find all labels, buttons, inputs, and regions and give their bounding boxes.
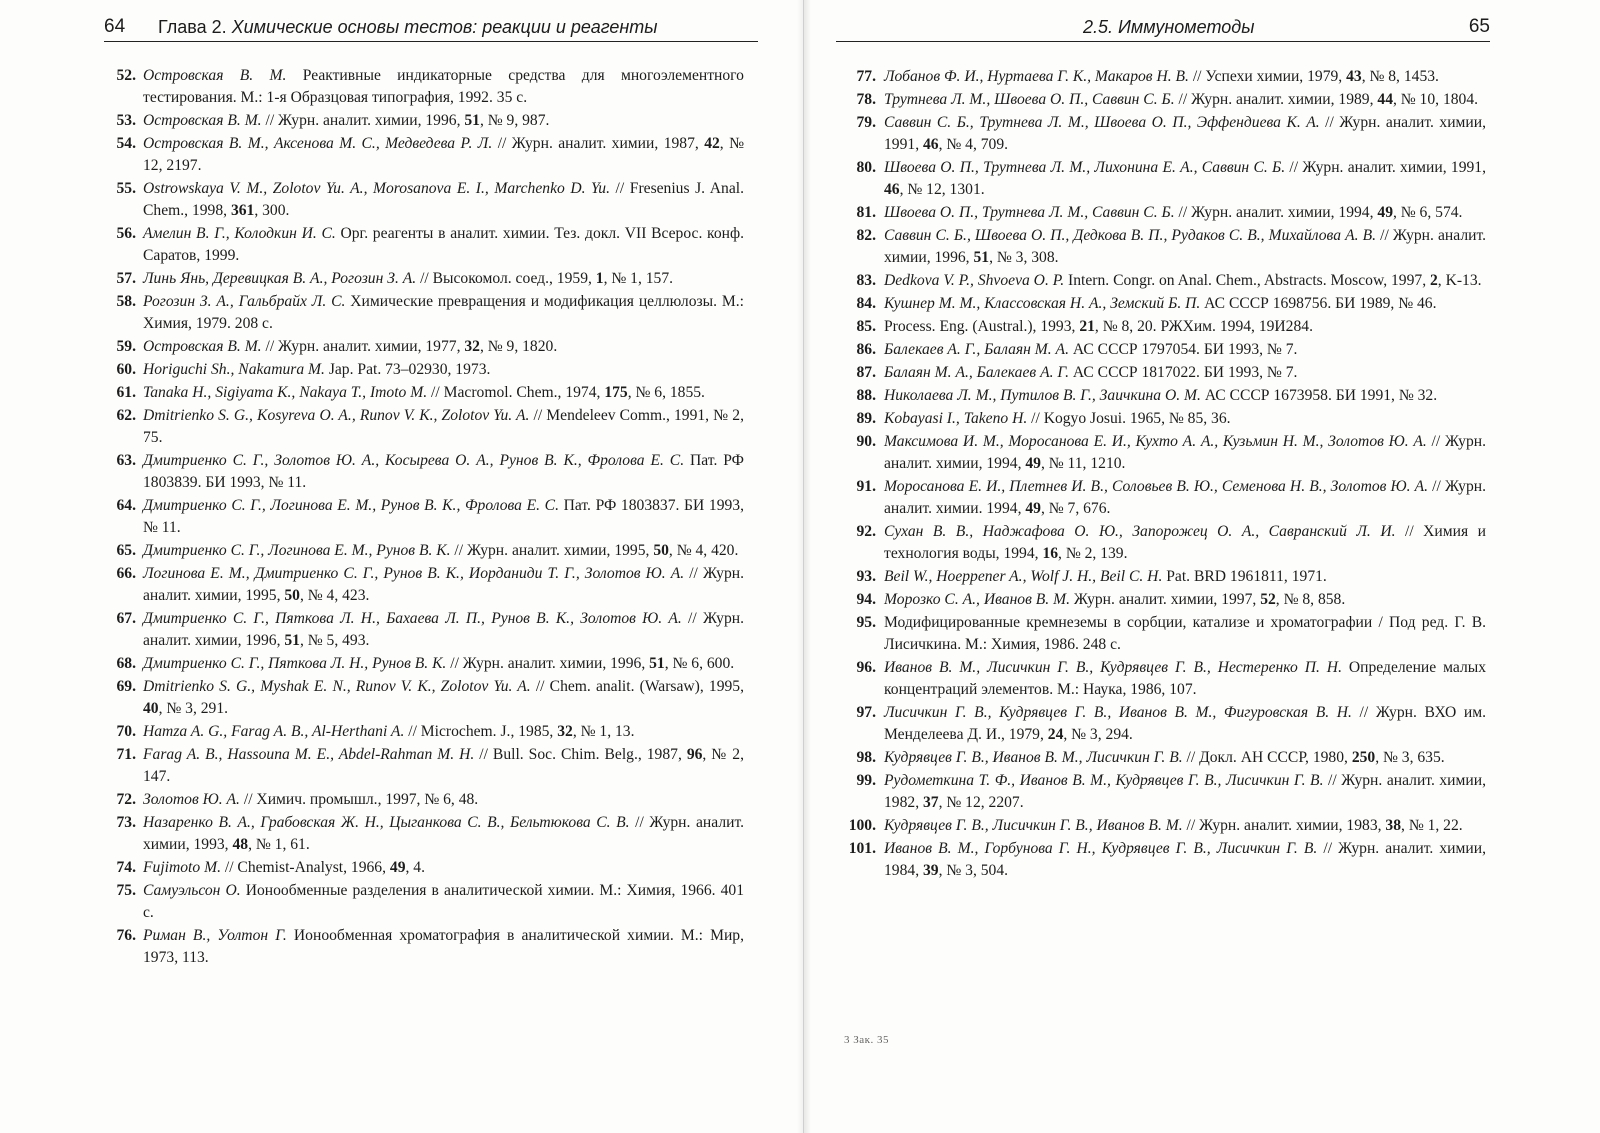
reference-number: 74.: [116, 859, 136, 876]
reference-text: Fujimoto M. // Chemist-Analyst, 1966, 49, 4.: [143, 859, 425, 876]
reference-number: 64.: [116, 497, 136, 514]
reference-number: 59.: [116, 338, 136, 355]
reference-number: 73.: [116, 814, 136, 831]
reference-text: Дмитриенко С. Г., Логинова Е. М., Рунов В. К. // Журн. аналит. химии, 1995, 50, № 4, 420.: [143, 542, 739, 559]
reference-entry: [106, 925, 744, 969]
reference-number: 79.: [856, 114, 876, 131]
reference-number: 61.: [116, 384, 136, 401]
reference-text: Tanaka H., Sigiyama K., Nakaya T., Imoto M. // Macromol. Chem., 1974, 175, № 6, 1855.: [143, 384, 705, 401]
reference-entry: [106, 336, 744, 358]
reference-entry: [106, 721, 744, 743]
reference-text: Балаян М. А., Балекаев А. Г. АС СССР 1817022. БИ 1993, № 7.: [884, 364, 1298, 381]
reference-text: Риман В., Уолтон Г. Ионообменная хроматография в аналитической химии. М.: Мир, 1973, 113.: [143, 927, 744, 966]
reference-text: Островская В. М., Аксенова М. С., Медведева Р. Л. // Журн. аналит. химии, 1987, 42, № 12, 2197.: [143, 135, 744, 174]
reference-entry: [840, 66, 1486, 88]
chapter-prefix: Глава 2.: [158, 17, 232, 37]
reference-text: Швоева О. П., Трутнева Л. М., Лихонина Е. А., Саввин С. Б. // Журн. аналит. химии, 1991, 46, № 12, 1301.: [884, 159, 1486, 198]
reference-text: Швоева О. П., Трутнева Л. М., Саввин С. Б. // Журн. аналит. химии, 1994, 49, № 6, 574.: [884, 204, 1463, 221]
reference-number: 87.: [856, 364, 876, 381]
reference-number: 95.: [856, 614, 876, 631]
reference-text: Лисичкин Г. В., Кудрявцев Г. В., Иванов В. М., Фигуровская В. Н. // Журн. ВХО им. Менделеева Д. И., 1979, 24, № 3, 294.: [884, 704, 1486, 743]
reference-number: 63.: [116, 452, 136, 469]
reference-entry: [840, 202, 1486, 224]
reference-text: Beil W., Hoeppener A., Wolf J. H., Beil C. H. Pat. BRD 1961811, 1971.: [884, 568, 1327, 585]
reference-number: 70.: [116, 723, 136, 740]
reference-entry: [840, 339, 1486, 361]
reference-text: Балекаев А. Г., Балаян М. А. АС СССР 1797054. БИ 1993, № 7.: [884, 341, 1298, 358]
reference-number: 92.: [856, 523, 876, 540]
reference-entry: [840, 157, 1486, 201]
reference-entry: [840, 89, 1486, 111]
reference-entry: [840, 589, 1486, 611]
reference-number: 65.: [116, 542, 136, 559]
reference-number: 56.: [116, 225, 136, 242]
reference-text: Назаренко В. А., Грабовская Ж. Н., Цыганкова С. В., Бельтюкова С. В. // Журн. аналит. химии, 1993, 48, № 1, 61.: [143, 814, 744, 853]
reference-number: 84.: [856, 295, 876, 312]
reference-number: 90.: [856, 433, 876, 450]
reference-entry: [106, 880, 744, 924]
left-running-header: [104, 13, 758, 42]
reference-entry: [106, 812, 744, 856]
reference-text: Амелин В. Г., Колодкин И. С. Орг. реагенты в аналит. химии. Тез. докл. VII Всерос. конф. Саратов, 1999.: [143, 225, 744, 264]
reference-text: Kobayasi I., Takeno H. // Kogyo Josui. 1965, № 85, 36.: [884, 410, 1231, 427]
reference-number: 101.: [848, 840, 876, 857]
reference-number: 88.: [856, 387, 876, 404]
reference-entry: [840, 293, 1486, 315]
reference-text: Кушнер М. М., Классовская Н. А., Земский Б. П. АС СССР 1698756. БИ 1989, № 46.: [884, 295, 1437, 312]
reference-entry: [106, 359, 744, 381]
reference-number: 93.: [856, 568, 876, 585]
reference-text: Farag A. B., Hassouna M. E., Abdel-Rahman M. H. // Bull. Soc. Chim. Belg., 1987, 96, № 2, 147.: [143, 746, 744, 785]
reference-text: Дмитриенко С. Г., Золотов Ю. А., Косырева О. А., Рунов В. К., Фролова Е. С. Пат. РФ 1803839. БИ 1993, № 11.: [143, 452, 744, 491]
reference-entry: [106, 223, 744, 267]
reference-entry: [106, 450, 744, 494]
reference-number: 75.: [116, 882, 136, 899]
reference-text: Трутнева Л. М., Швоева О. П., Саввин С. Б. // Журн. аналит. химии, 1989, 44, № 10, 1804.: [884, 91, 1479, 108]
reference-entry: [106, 608, 744, 652]
reference-text: Островская В. М. Реактивные индикаторные средства для многоэлементного тестирования. М.: 1-я Образцовая типография, 1992. 35 с.: [143, 67, 744, 106]
reference-number: 52.: [116, 67, 136, 84]
reference-entry: [840, 838, 1486, 882]
book-gutter: [797, 0, 811, 1133]
printer-signature: 3 Зак. 35: [844, 1034, 889, 1046]
reference-number: 96.: [856, 659, 876, 676]
reference-number: 91.: [856, 478, 876, 495]
reference-number: 72.: [116, 791, 136, 808]
reference-number: 83.: [856, 272, 876, 289]
reference-entry: [840, 566, 1486, 588]
reference-text: Золотов Ю. А. // Химич. промышл., 1997, № 6, 48.: [143, 791, 479, 808]
reference-number: 99.: [856, 772, 876, 789]
reference-text: Рудометкина Т. Ф., Иванов В. М., Кудрявцев Г. В., Лисичкин Г. В. // Журн. аналит. химии, 1982, 37, № 12, 2207.: [884, 772, 1486, 811]
reference-text: Островская В. М. // Журн. аналит. химии, 1977, 32, № 9, 1820.: [143, 338, 558, 355]
reference-text: Самуэльсон О. Ионообменные разделения в аналитической химии. М.: Химия, 1966. 401 с.: [143, 882, 744, 921]
reference-text: Ostrowskaya V. M., Zolotov Yu. A., Morosanova E. I., Marchenko D. Yu. // Fresenius J. Anal. Chem., 1998, 361, 300.: [143, 180, 744, 219]
left-reference-list: [106, 65, 744, 970]
reference-text: Кудрявцев Г. В., Иванов В. М., Лисичкин Г. В. // Докл. АН СССР, 1980, 250, № 3, 635.: [884, 749, 1445, 766]
reference-entry: [106, 540, 744, 562]
reference-text: Дмитриенко С. Г., Пяткова Л. Н., Рунов В. К. // Журн. аналит. химии, 1996, 51, № 6, 600.: [143, 655, 735, 672]
reference-entry: [106, 405, 744, 449]
reference-number: 81.: [856, 204, 876, 221]
right-reference-list: [840, 66, 1486, 883]
reference-number: 58.: [116, 293, 136, 310]
reference-number: 77.: [856, 68, 876, 85]
reference-entry: [840, 316, 1486, 338]
right-running-header: [836, 13, 1490, 42]
reference-text: Кудрявцев Г. В., Лисичкин Г. В., Иванов В. М. // Журн. аналит. химии, 1983, 38, № 1, 22.: [884, 817, 1463, 834]
reference-text: Дмитриенко С. Г., Пяткова Л. Н., Бахаева Л. П., Рунов В. К., Золотов Ю. А. // Журн. аналит. химии, 1996, 51, № 5, 493.: [143, 610, 744, 649]
reference-entry: [106, 744, 744, 788]
reference-text: Саввин С. Б., Швоева О. П., Дедкова В. П., Рудаков С. В., Михайлова А. В. // Журн. аналит. химии, 1996, 51, № 3, 308.: [884, 227, 1486, 266]
reference-number: 67.: [116, 610, 136, 627]
reference-text: Саввин С. Б., Трутнева Л. М., Швоева О. П., Эффендиева К. А. // Журн. аналит. химии, 1991, 46, № 4, 709.: [884, 114, 1486, 153]
reference-entry: [840, 385, 1486, 407]
reference-number: 78.: [856, 91, 876, 108]
right-page: [810, 0, 1600, 1133]
reference-number: 71.: [116, 746, 136, 763]
chapter-title: Химические основы тестов: реакции и реагенты: [231, 17, 658, 37]
reference-number: 80.: [856, 159, 876, 176]
reference-number: 69.: [116, 678, 136, 695]
reference-entry: [106, 65, 744, 109]
reference-number: 85.: [856, 318, 876, 335]
reference-entry: [106, 653, 744, 675]
reference-number: 68.: [116, 655, 136, 672]
reference-entry: [106, 268, 744, 290]
reference-entry: [840, 476, 1486, 520]
reference-number: 57.: [116, 270, 136, 287]
reference-number: 86.: [856, 341, 876, 358]
section-title: 2.5. Иммунометоды: [1083, 17, 1255, 37]
reference-number: 100.: [848, 817, 876, 834]
reference-entry: [840, 612, 1486, 656]
reference-number: 62.: [116, 407, 136, 424]
reference-number: 94.: [856, 591, 876, 608]
reference-entry: [840, 112, 1486, 156]
reference-text: Островская В. М. // Журн. аналит. химии, 1996, 51, № 9, 987.: [143, 112, 550, 129]
reference-entry: [840, 521, 1486, 565]
reference-number: 60.: [116, 361, 136, 378]
reference-text: Николаева Л. М., Путилов В. Г., Заичкина О. М. АС СССР 1673958. БИ 1991, № 32.: [884, 387, 1438, 404]
reference-number: 76.: [116, 927, 136, 944]
reference-text: Иванов В. М., Лисичкин Г. В., Кудрявцев Г. В., Нестеренко П. Н. Определение малых концентраций элементов. М.: Наука, 1986, 107.: [884, 659, 1486, 698]
left-page-number: 64: [104, 16, 126, 37]
reference-text: Логинова Е. М., Дмитриенко С. Г., Рунов В. К., Иорданиди Т. Г., Золотов Ю. А. // Журн. аналит. химии, 1995, 50, № 4, 423.: [143, 565, 744, 604]
reference-entry: [106, 789, 744, 811]
reference-entry: [106, 857, 744, 879]
reference-text: Модифицированные кремнеземы в сорбции, катализе и хроматографии / Под ред. Г. В. Лисичкина. М.: Химия, 1986. 248 с.: [884, 614, 1486, 653]
reference-text: Дмитриенко С. Г., Логинова Е. М., Рунов В. К., Фролова Е. С. Пат. РФ 1803837. БИ 1993, № 11.: [143, 497, 744, 536]
reference-number: 54.: [116, 135, 136, 152]
reference-entry: [106, 110, 744, 132]
reference-entry: [840, 770, 1486, 814]
chapter-heading: [158, 13, 658, 41]
reference-number: 66.: [116, 565, 136, 582]
reference-text: Hamza A. G., Farag A. B., Al-Herthani A. // Microchem. J., 1985, 32, № 1, 13.: [143, 723, 635, 740]
reference-number: 98.: [856, 749, 876, 766]
reference-text: Иванов В. М., Горбунова Г. Н., Кудрявцев Г. В., Лисичкин Г. В. // Журн. аналит. химии, 1984, 39, № 3, 504.: [884, 840, 1486, 879]
gutter-crease: [803, 0, 804, 1133]
reference-text: Рогозин З. А., Гальбрайх Л. С. Химические превращения и модификация целлюлозы. М.: Химия, 1979. 208 с.: [143, 293, 745, 332]
reference-number: 82.: [856, 227, 876, 244]
reference-entry: [106, 495, 744, 539]
reference-text: Морозко С. А., Иванов В. М. Журн. аналит. химии, 1997, 52, № 8, 858.: [884, 591, 1346, 608]
right-page-number: 65: [1468, 16, 1490, 37]
reference-text: Horiguchi Sh., Nakamura M. Jap. Pat. 73–02930, 1973.: [143, 361, 491, 378]
reference-entry: [840, 747, 1486, 769]
left-page: [0, 0, 790, 1133]
reference-entry: [106, 291, 744, 335]
reference-entry: [106, 563, 744, 607]
reference-text: Максимова И. М., Моросанова Е. И., Кухто А. А., Кузьмин Н. М., Золотов Ю. А. // Журн. аналит. химии, 1994, 49, № 11, 1210.: [884, 433, 1486, 472]
reference-entry: [106, 382, 744, 404]
reference-entry: [840, 270, 1486, 292]
reference-entry: [840, 362, 1486, 384]
reference-number: 89.: [856, 410, 876, 427]
reference-number: 97.: [856, 704, 876, 721]
reference-entry: [106, 133, 744, 177]
reference-text: Лобанов Ф. И., Нуртаева Г. К., Макаров Н. В. // Успехи химии, 1979, 43, № 8, 1453.: [884, 68, 1439, 85]
reference-text: Dmitrienko S. G., Kosyreva O. A., Runov V. K., Zolotov Yu. A. // Mendeleev Comm., 1991, № 2, 75.: [143, 407, 744, 446]
reference-number: 53.: [116, 112, 136, 129]
reference-number: 55.: [116, 180, 136, 197]
reference-text: Dmitrienko S. G., Myshak E. N., Runov V. K., Zolotov Yu. A. // Chem. analit. (Warsaw), 1995, 40, № 3, 291.: [143, 678, 744, 717]
reference-entry: [840, 702, 1486, 746]
reference-entry: [840, 657, 1486, 701]
reference-text: Dedkova V. P., Shvoeva O. P. Intern. Congr. on Anal. Chem., Abstracts. Moscow, 1997, 2, K-13.: [884, 272, 1482, 289]
reference-entry: [106, 178, 744, 222]
reference-entry: [106, 676, 744, 720]
reference-text: Process. Eng. (Austral.), 1993, 21, № 8, 20. РЖХим. 1994, 19И284.: [884, 318, 1313, 335]
reference-text: Линь Янь, Деревицкая В. А., Рогозин З. А. // Высокомол. соед., 1959, 1, № 1, 157.: [143, 270, 674, 287]
reference-entry: [840, 408, 1486, 430]
reference-entry: [840, 431, 1486, 475]
reference-entry: [840, 815, 1486, 837]
reference-text: Моросанова Е. И., Плетнев И. В., Соловьев В. Ю., Семенова Н. В., Золотов Ю. А. // Журн. аналит. химии. 1994, 49, № 7, 676.: [884, 478, 1486, 517]
reference-entry: [840, 225, 1486, 269]
reference-text: Сухан В. В., Наджафова О. Ю., Запорожец О. А., Савранский Л. И. // Химия и технология воды, 1994, 16, № 2, 139.: [884, 523, 1487, 562]
